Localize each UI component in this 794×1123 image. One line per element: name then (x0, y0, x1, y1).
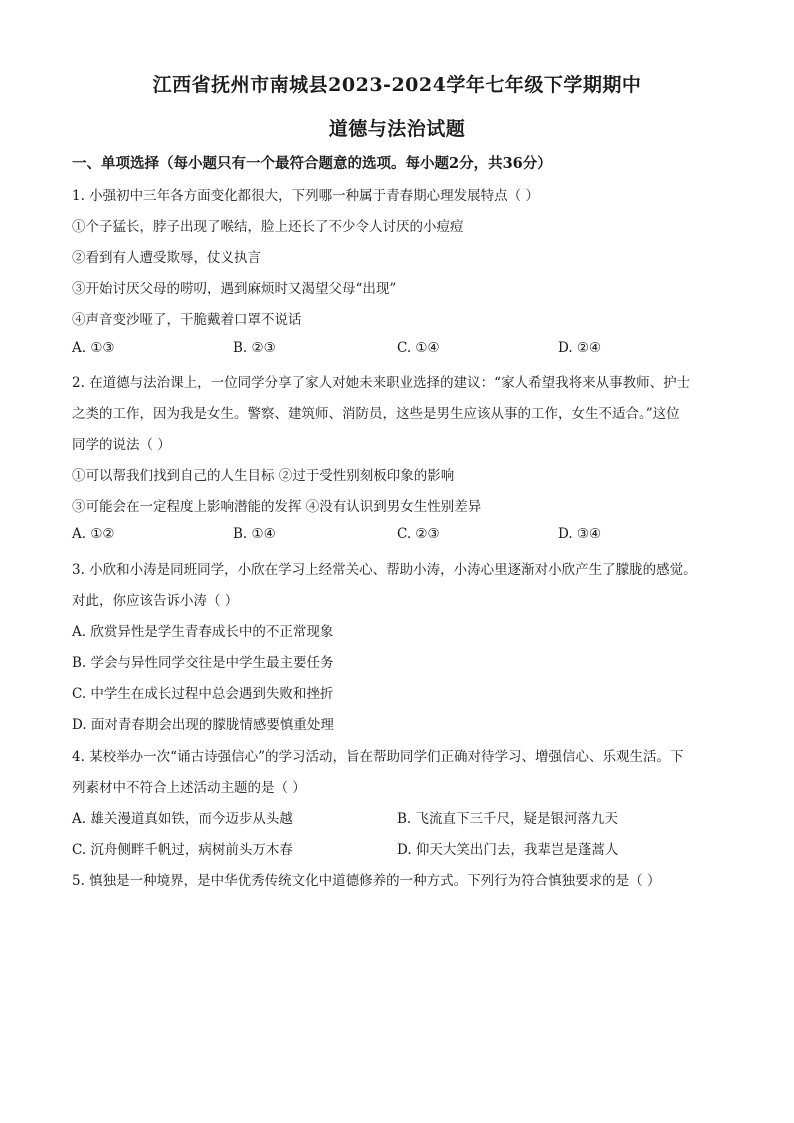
question-2-stem: 2. 在道德与法治课上，一位同学分享了家人对她未来职业选择的建议：“家人希望我将来从事教师、护士 (72, 375, 691, 391)
question-4-option-c: C. 沉舟侧畔千帆过，病树前头万木春 (72, 842, 293, 858)
question-4-stem: 4. 某校举办一次“诵古诗强信心”的学习活动，旨在帮助同学们正确对待学习、增强信心、乐观生活。下 (72, 749, 684, 765)
question-3-stem: 对此，你应该告诉小涛（ ） (72, 593, 239, 609)
question-1-option-a: A. ①③ (72, 340, 115, 356)
question-2-option-d: D. ③④ (558, 526, 602, 542)
exam-subject-title: 道德与法治试题 (328, 118, 466, 140)
exam-title: 江西省抚州市南城县2023-2024学年七年级下学期期中 (152, 74, 642, 96)
question-3-stem: 3. 小欣和小涛是同班同学，小欣在学习上经常关心、帮助小涛，小涛心里逐渐对小欣产生了朦胧的感觉。 (72, 562, 697, 578)
question-2-option-c: C. ②③ (397, 526, 440, 542)
question-1-option-b: B. ②③ (233, 340, 276, 356)
question-3-option-a: A. 欣赏异性是学生青春成长中的不正常现象 (72, 624, 334, 640)
question-5-stem: 5. 慎独是一种境界，是中华优秀传统文化中道德修养的一种方式。下列行为符合慎独要求的是（ ） (72, 873, 661, 889)
question-4-stem: 列素材中不符合上述活动主题的是（ ） (72, 780, 306, 796)
question-3-option-d: D. 面对青春期会出现的朦胧情感要慎重处理 (72, 717, 334, 733)
question-2-option-a: A. ①② (72, 526, 115, 542)
question-4-option-d: D. 仰天大笑出门去，我辈岂是蓬蒿人 (397, 842, 619, 858)
question-1-option-c: C. ①④ (397, 340, 440, 356)
question-3-option-c: C. 中学生在成长过程中总会遇到失败和挫折 (72, 686, 334, 702)
question-1-statement: ④声音变沙哑了，干脆戴着口罩不说话 (72, 312, 302, 328)
section-heading: 一、单项选择（每小题只有一个最符合题意的选项。每小题2分，共36分） (72, 155, 552, 172)
question-2-statement: ①可以帮我们找到自己的人生目标 ②过于受性别刻板印象的影响 (72, 468, 455, 484)
question-2-statement: ③可能会在一定程度上影响潜能的发挥 ④没有认识到男女生性别差异 (72, 499, 482, 515)
question-2-stem: 之类的工作，因为我是女生。警察、建筑师、消防员，这些是男生应该从事的工作，女生不适合。”这位 (72, 406, 680, 422)
question-1-option-d: D. ②④ (558, 340, 602, 356)
question-3-option-b: B. 学会与异性同学交往是中学生最主要任务 (72, 655, 334, 671)
question-1-statement: ②看到有人遭受欺辱，仗义执言 (72, 250, 261, 266)
question-1-statement: ③开始讨厌父母的唠叨，遇到麻烦时又渴望父母“出现” (72, 281, 397, 297)
question-1-statement: ①个子猛长，脖子出现了喉结，脸上还长了不少令人讨厌的小痘痘 (72, 219, 464, 235)
question-2-option-b: B. ①④ (233, 526, 276, 542)
question-2-stem: 同学的说法（ ） (72, 437, 171, 453)
question-4-option-a: A. 雄关漫道真如铁，而今迈步从头越 (72, 811, 293, 827)
question-1-stem: 1. 小强初中三年各方面变化都很大，下列哪一种属于青春期心理发展特点（ ） (72, 188, 539, 204)
question-4-option-b: B. 飞流直下三千尺，疑是银河落九天 (397, 811, 619, 827)
